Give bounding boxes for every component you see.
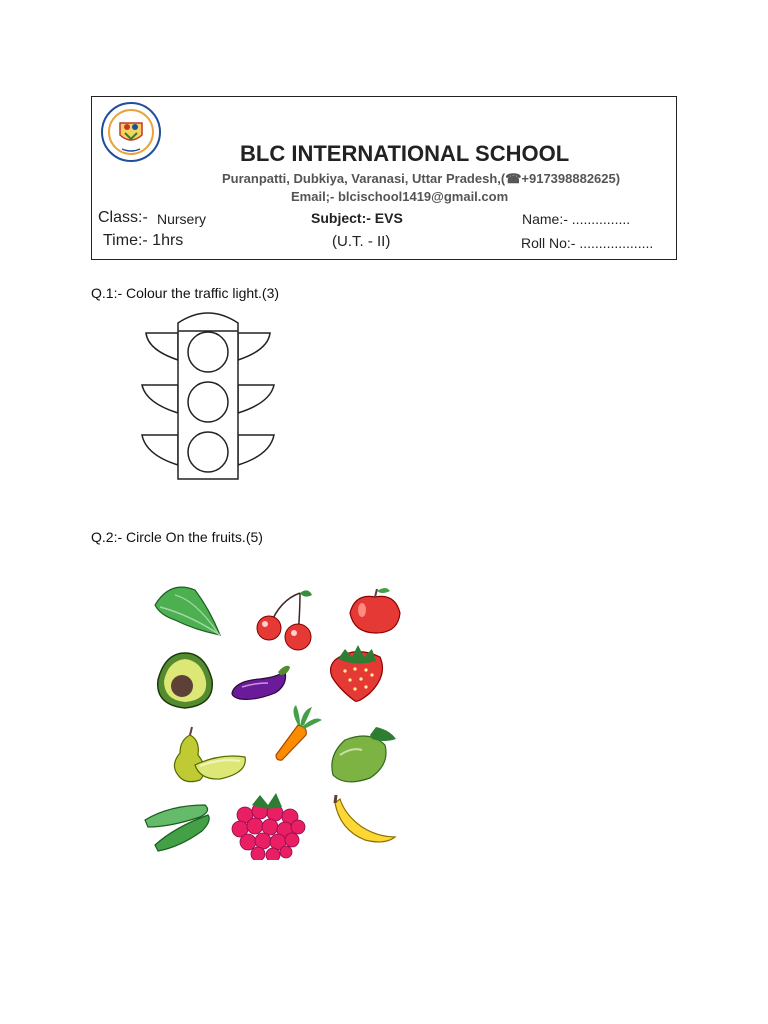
raspberry-icon (232, 793, 305, 860)
apple-icon (350, 588, 400, 633)
class-label: Class:- (98, 209, 148, 226)
peas-icon (145, 805, 209, 851)
strawberry-icon (331, 645, 383, 701)
pear-icon (174, 727, 245, 782)
school-email: Email;- blcischool1419@gmail.com (291, 189, 509, 204)
time-label: Time:- 1hrs (103, 232, 184, 249)
name-field: Name:- ............... (522, 211, 631, 227)
school-name: BLC INTERNATIONAL SCHOOL (240, 141, 570, 166)
class-value: Nursery (157, 211, 207, 227)
question-1: Q.1:- Colour the traffic light.(3) (91, 285, 280, 301)
roll-no-field: Roll No:- ................... (521, 235, 654, 251)
banana-icon (335, 795, 395, 842)
school-address: Puranpatti, Dubkiya, Varanasi, Uttar Pradesh,(☎+917398882625) (222, 171, 621, 186)
fruits-vegetables-image (140, 575, 405, 860)
carrot-icon (276, 705, 322, 760)
spinach-icon (155, 587, 220, 635)
avocado-icon (158, 653, 213, 708)
test-label: (U.T. - II) (332, 233, 391, 250)
eggplant-icon (232, 666, 290, 700)
cherries-icon (257, 590, 312, 650)
school-logo-icon (100, 101, 162, 163)
subject-label: Subject:- EVS (311, 210, 403, 226)
question-2: Q.2:- Circle On the fruits.(5) (91, 529, 263, 545)
traffic-light-icon (138, 305, 278, 485)
mango-icon (332, 727, 396, 782)
